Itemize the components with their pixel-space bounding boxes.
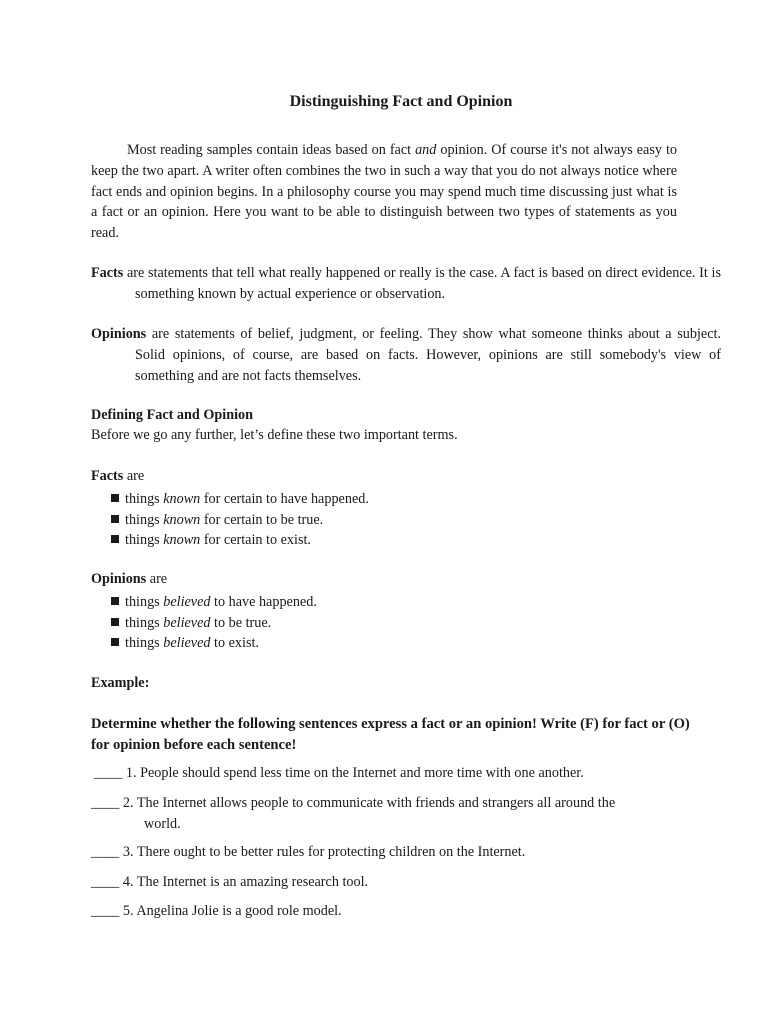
opinions-list [111, 592, 317, 654]
facts-term: Facts [91, 265, 124, 281]
defining-text: Before we go any further, let’s define these two important terms. [91, 427, 458, 443]
opinions-list-item: things believed to have happened. [111, 592, 317, 613]
opinions-list-heading [91, 571, 167, 588]
opinions-list-item: things believed to exist. [111, 633, 317, 654]
opinions-term: Opinions [91, 326, 147, 342]
intro-paragraph [91, 140, 677, 244]
facts-definition [91, 263, 721, 305]
example-label: Example: [91, 675, 150, 691]
facts-list-term: Facts [91, 468, 124, 484]
exercise-item [91, 793, 691, 834]
exercise-sentence: 3. There ought to be better rules for protecting children on the Internet. [119, 844, 526, 860]
facts-list-heading [91, 468, 144, 485]
answer-blank[interactable]: ____ [94, 765, 123, 781]
exercise-sentence-continuation: world. [144, 815, 181, 832]
intro-text-end: opinion. Of course it's not always easy to keep the two apart. A writer often combines the two in such a way that you do not always notice where fact ends and opinion begins. In a philosophy course you may spend much time discussing just what is a fact or an opinion. Here you want to be able to distinguish between two types of statements as you read. [91, 142, 677, 242]
exercise-sentence: 4. The Internet is an amazing research tool. [119, 874, 369, 890]
square-bullet-icon [111, 515, 119, 523]
exercise-sentence: 1. People should spend less time on the Internet and more time with one another. [122, 765, 584, 781]
facts-list [111, 489, 369, 551]
answer-blank[interactable]: ____ [91, 795, 120, 811]
opinions-list-suffix: are [146, 571, 168, 587]
facts-definition-text: are statements that tell what really happened or really is the case. A fact is based on direct evidence. It is something known by actual experience or observation. [123, 265, 721, 302]
answer-blank[interactable]: ____ [91, 844, 120, 860]
facts-list-item: things known for certain to have happened. [111, 489, 369, 510]
square-bullet-icon [111, 535, 119, 543]
facts-list-item: things known for certain to be true. [111, 510, 369, 531]
exercise-item [91, 842, 691, 863]
exercise-sentence: 5. Angelina Jolie is a good role model. [119, 903, 342, 919]
page-title: Distinguishing Fact and Opinion [289, 93, 513, 110]
exercise-item [91, 763, 691, 784]
intro-text-start: Most reading samples contain ideas based on fact [127, 142, 416, 158]
opinions-definition [91, 324, 721, 386]
answer-blank[interactable]: ____ [91, 874, 120, 890]
square-bullet-icon [111, 597, 119, 605]
square-bullet-icon [111, 494, 119, 502]
exercise-item [91, 901, 691, 922]
square-bullet-icon [111, 638, 119, 646]
answer-blank[interactable]: ____ [91, 903, 120, 919]
facts-list-suffix: are [123, 468, 145, 484]
exercise-instructions: Determine whether the following sentences express a fact or an opinion! Write (F) for fact or (O) for opinion before each sentence! [91, 716, 690, 753]
opinions-list-item: things believed to be true. [111, 613, 317, 634]
exercise-sentence: 2. The Internet allows people to communicate with friends and strangers all around the [119, 795, 616, 811]
defining-heading: Defining Fact and Opinion [91, 407, 254, 423]
exercise-item [91, 872, 691, 893]
facts-list-item: things known for certain to exist. [111, 530, 369, 551]
square-bullet-icon [111, 618, 119, 626]
intro-emphasis: and [415, 142, 437, 158]
opinions-list-term: Opinions [91, 571, 147, 587]
opinions-definition-text: are statements of belief, judgment, or feeling. They show what someone thinks about a subject. Solid opinions, of course, are based on facts. However, opinions are still somebody's view of something and are not facts themselves. [135, 326, 721, 384]
